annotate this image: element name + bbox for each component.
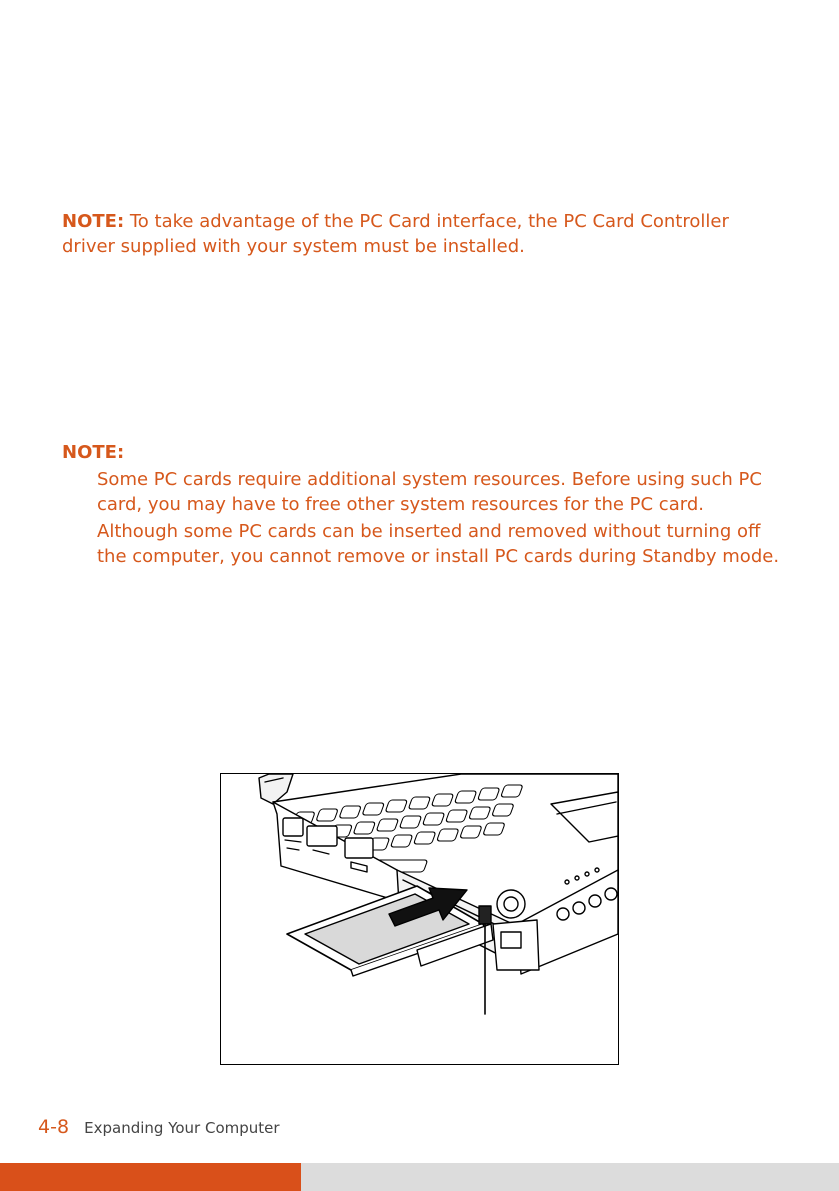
footer-bar-accent xyxy=(0,1163,301,1191)
footer-bar-gray xyxy=(301,1163,839,1191)
pc-card-insertion-illustration-icon xyxy=(221,774,618,1064)
note-bullet-item: Although some PC cards can be inserted and removed without turning off the computer, you cannot remove or install PC cards during Standby mode. xyxy=(97,521,780,567)
note-text: To take advantage of the PC Card interface, the PC Card Controller driver supplied with your system must be installed. xyxy=(62,211,729,257)
chapter-title: Expanding Your Computer xyxy=(84,1119,280,1137)
note-pc-card-driver xyxy=(62,209,772,259)
note-bullet-list xyxy=(97,467,787,571)
page-footer xyxy=(38,1116,280,1138)
note-label-2: NOTE: xyxy=(62,442,125,463)
note-label: NOTE: xyxy=(62,211,125,232)
page-number: 4-8 xyxy=(38,1116,70,1138)
pc-card-insertion-figure xyxy=(220,773,619,1065)
note-bullet-item: Some PC cards require additional system resources. Before using such PC card, you may have to free other system resources for the PC card. xyxy=(97,469,762,515)
